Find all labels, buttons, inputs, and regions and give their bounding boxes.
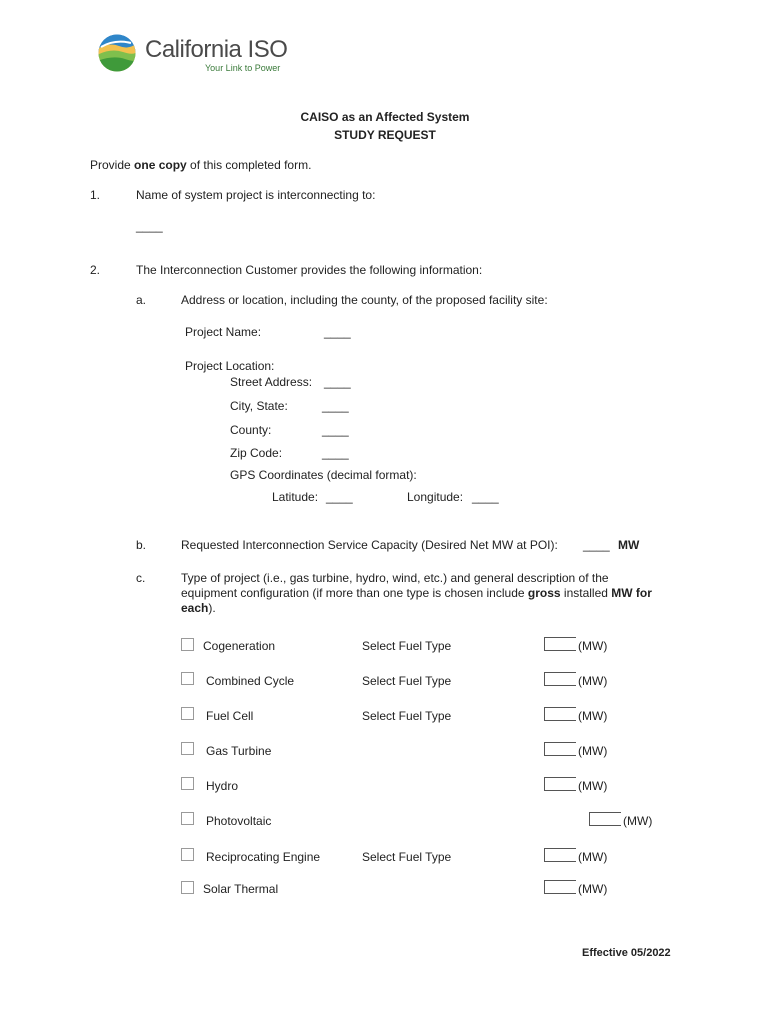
mw-unit-gas-turbine: (MW) <box>578 744 608 758</box>
label-photovoltaic: Photovoltaic <box>206 814 272 828</box>
form-subtitle: STUDY REQUEST <box>334 128 436 142</box>
label-gas-turbine: Gas Turbine <box>206 744 272 758</box>
fuel-select-cogeneration[interactable]: Select Fuel Type <box>362 639 452 653</box>
mw-input-hydro[interactable] <box>544 777 576 791</box>
qa-text: Address or location, including the county, of the proposed facility site: <box>181 293 548 307</box>
intro-text <box>90 158 311 172</box>
capacity-unit: MW <box>618 538 640 552</box>
checkbox-gas-turbine[interactable] <box>181 742 194 755</box>
qc-line2 <box>181 586 652 600</box>
qc-line3-post: ). <box>208 601 216 615</box>
q2-number: 2. <box>90 263 101 277</box>
label-combined-cycle: Combined Cycle <box>206 674 295 688</box>
fuel-select-reciprocating-engine[interactable]: Select Fuel Type <box>362 850 452 864</box>
capacity-field[interactable]: ____ <box>583 538 610 552</box>
label-reciprocating-engine: Reciprocating Engine <box>206 850 321 864</box>
label-fuel-cell: Fuel Cell <box>206 709 254 723</box>
label-solar-thermal: Solar Thermal <box>203 882 279 896</box>
mw-unit-solar-thermal: (MW) <box>578 882 608 896</box>
checkbox-combined-cycle[interactable] <box>181 672 194 685</box>
intro-pre: Provide <box>90 158 135 172</box>
label-hydro: Hydro <box>206 779 239 793</box>
latitude-label: Latitude: <box>272 490 319 504</box>
county-field[interactable]: ____ <box>322 423 349 437</box>
mw-input-combined-cycle[interactable] <box>544 672 576 686</box>
mw-input-gas-turbine[interactable] <box>544 742 576 756</box>
q1-answer-field[interactable]: ____ <box>136 219 163 233</box>
mw-input-cogeneration[interactable] <box>544 637 576 651</box>
county-label: County: <box>230 423 272 437</box>
zip-code-label: Zip Code: <box>230 446 283 460</box>
qc-letter: c. <box>136 571 146 585</box>
q1-text: Name of system project is interconnecting to: <box>136 188 376 202</box>
project-location-label: Project Location: <box>185 359 275 373</box>
qc-line3 <box>181 601 216 615</box>
checkbox-cogeneration[interactable] <box>181 638 194 651</box>
qc-line1: Type of project (i.e., gas turbine, hydro, wind, etc.) and general description of the <box>181 571 609 585</box>
street-address-field[interactable]: ____ <box>324 375 351 389</box>
mw-input-fuel-cell[interactable] <box>544 707 576 721</box>
qc-line2-bold2: MW for <box>611 586 652 600</box>
fuel-select-fuel-cell[interactable]: Select Fuel Type <box>362 709 452 723</box>
project-name-label: Project Name: <box>185 325 262 339</box>
longitude-field[interactable]: ____ <box>472 490 499 504</box>
mw-unit-fuel-cell: (MW) <box>578 709 608 723</box>
intro-post: of this completed form. <box>186 158 312 172</box>
qc-line2-pre: equipment configuration (if more than one type is chosen include <box>181 586 528 600</box>
qa-letter: a. <box>136 293 147 307</box>
checkbox-reciprocating-engine[interactable] <box>181 848 194 861</box>
effective-date: Effective 05/2022 <box>582 947 671 959</box>
intro-bold: one copy <box>134 158 187 172</box>
zip-code-field[interactable]: ____ <box>322 446 349 460</box>
california-iso-logo <box>97 33 297 75</box>
mw-input-photovoltaic[interactable] <box>589 812 621 826</box>
mw-unit-cogeneration: (MW) <box>578 639 608 653</box>
checkbox-fuel-cell[interactable] <box>181 707 194 720</box>
checkbox-hydro[interactable] <box>181 777 194 790</box>
latitude-field[interactable]: ____ <box>326 490 353 504</box>
street-address-label: Street Address: <box>230 375 313 389</box>
project-name-field[interactable]: ____ <box>324 325 351 339</box>
label-cogeneration: Cogeneration <box>203 639 276 653</box>
checkbox-photovoltaic[interactable] <box>181 812 194 825</box>
california-iso-logo-icon <box>97 33 137 73</box>
gps-label: GPS Coordinates (decimal format): <box>230 468 417 482</box>
mw-unit-reciprocating-engine: (MW) <box>578 850 608 864</box>
longitude-label: Longitude: <box>407 490 464 504</box>
q1-number: 1. <box>90 188 101 202</box>
city-state-label: City, State: <box>230 399 288 413</box>
checkbox-solar-thermal[interactable] <box>181 881 194 894</box>
logo-name: California ISO <box>145 36 288 63</box>
city-state-field[interactable]: ____ <box>322 399 349 413</box>
qc-line2-bold1: gross <box>527 586 561 600</box>
q2-text: The Interconnection Customer provides the following information: <box>136 263 483 277</box>
qc-line2-mid: installed <box>560 586 612 600</box>
qb-letter: b. <box>136 538 147 552</box>
logo-tagline: Your Link to Power <box>205 63 281 73</box>
form-title: CAISO as an Affected System <box>300 110 470 124</box>
mw-input-reciprocating-engine[interactable] <box>544 848 576 862</box>
mw-input-solar-thermal[interactable] <box>544 880 576 894</box>
fuel-select-combined-cycle[interactable]: Select Fuel Type <box>362 674 452 688</box>
mw-unit-combined-cycle: (MW) <box>578 674 608 688</box>
mw-unit-photovoltaic: (MW) <box>623 814 653 828</box>
mw-unit-hydro: (MW) <box>578 779 608 793</box>
qc-line3-bold: each <box>181 601 209 615</box>
qb-text: Requested Interconnection Service Capacity (Desired Net MW at POI): <box>181 538 558 552</box>
